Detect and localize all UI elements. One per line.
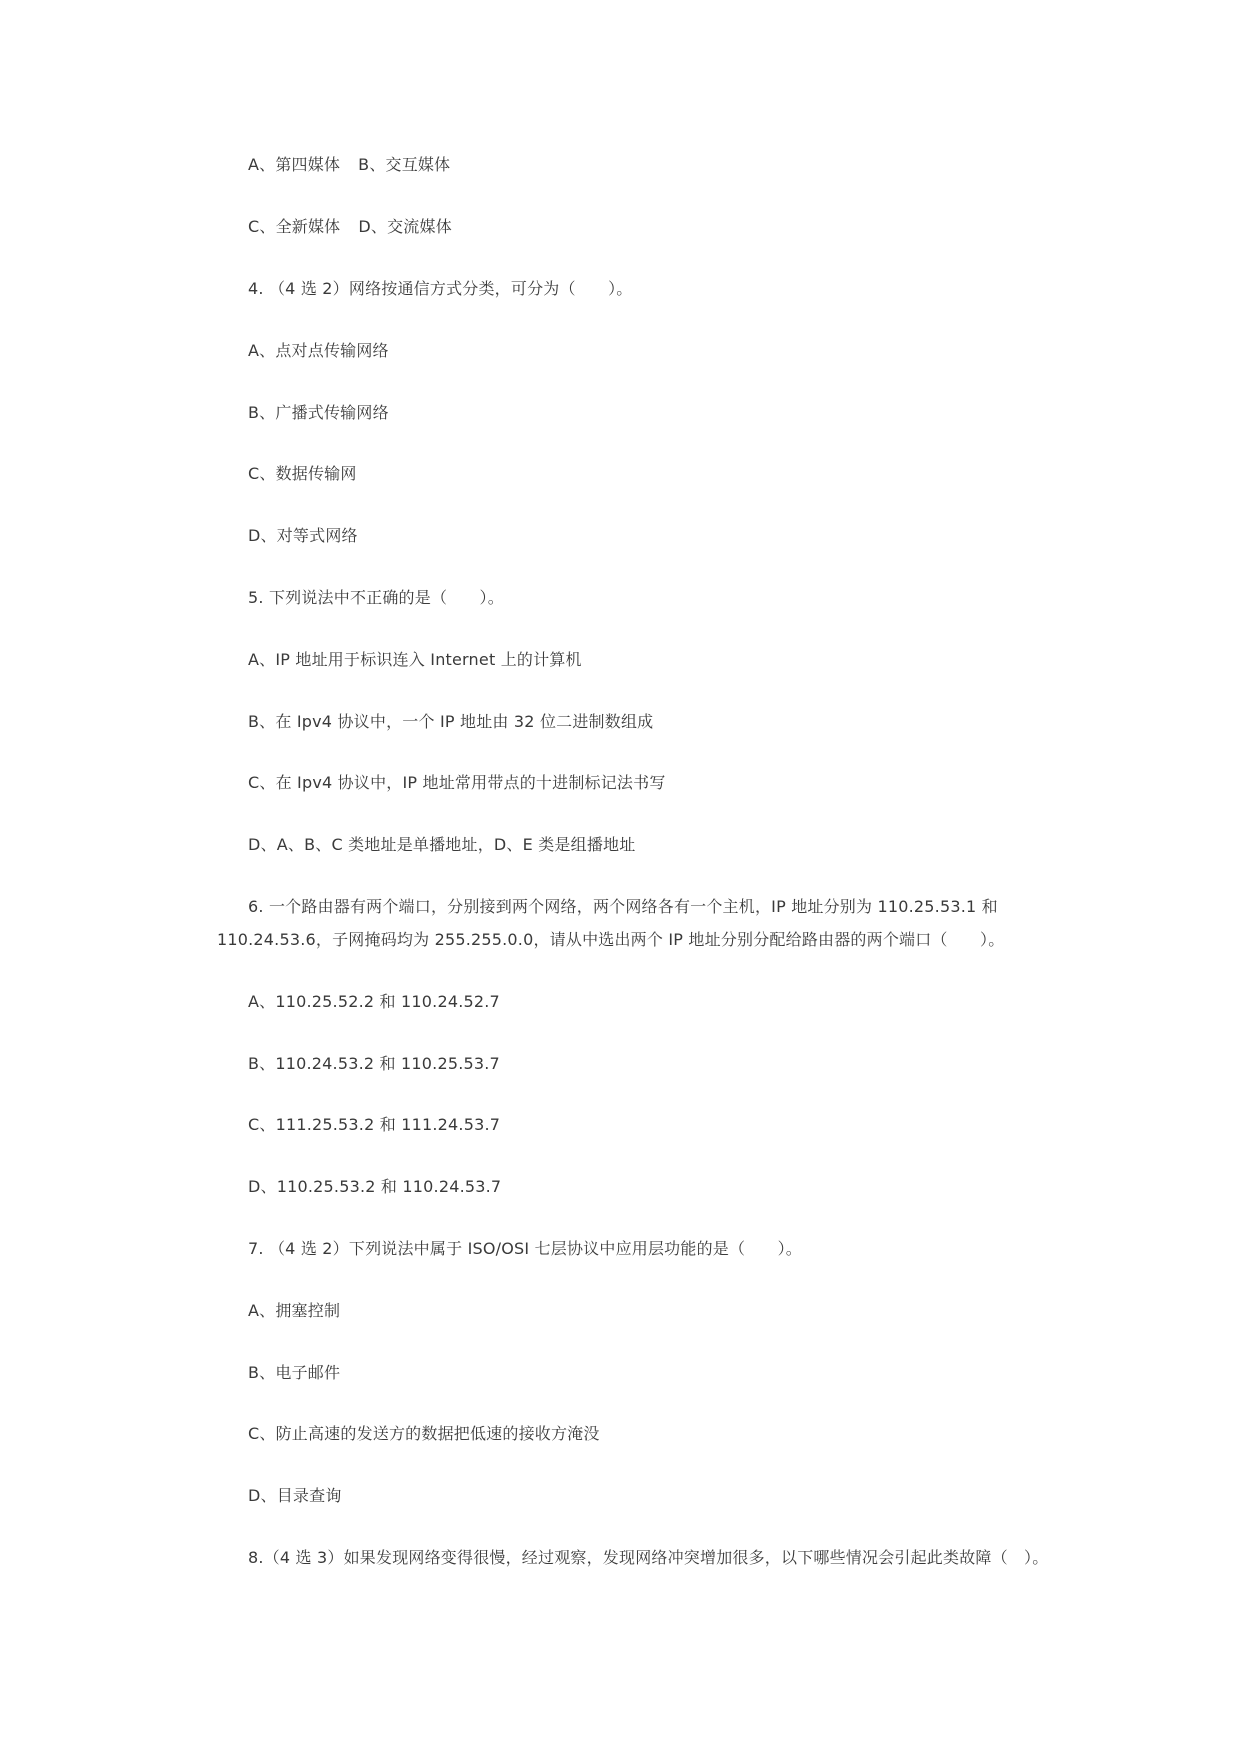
q5-option-d: D、A、B、C 类地址是单播地址，D、E 类是组播地址: [248, 835, 636, 854]
option-d: D、交流媒体: [358, 217, 452, 236]
q5-option-a: A、IP 地址用于标识连入 Internet 上的计算机: [248, 650, 582, 669]
question-7: 7. （4 选 2）下列说法中属于 ISO/OSI 七层协议中应用层功能的是（ ）。: [248, 1239, 802, 1258]
q6-option-a: A、110.25.52.2 和 110.24.52.7: [248, 992, 500, 1011]
question-5: 5. 下列说法中不正确的是（ ）。: [248, 588, 504, 607]
q7-option-c: C、防止高速的发送方的数据把低速的接收方淹没: [248, 1424, 600, 1443]
q5-option-c: C、在 Ipv4 协议中，IP 地址常用带点的十进制标记法书写: [248, 773, 666, 792]
question-4: 4. （4 选 2）网络按通信方式分类，可分为（ ）。: [248, 279, 633, 298]
q5-option-b: B、在 Ipv4 协议中，一个 IP 地址由 32 位二进制数组成: [248, 712, 654, 731]
q7-option-d: D、目录查询: [248, 1486, 342, 1505]
q4-option-a: A、点对点传输网络: [248, 341, 389, 360]
q7-option-a: A、拥塞控制: [248, 1301, 341, 1320]
question-6-line-2: 110.24.53.6，子网掩码均为 255.255.0.0，请从中选出两个 IP 地址分别分配给路由器的两个端口（ ）。: [217, 930, 1005, 949]
question-8: 8.（4 选 3）如果发现网络变得很慢，经过观察，发现网络冲突增加很多，以下哪些情况会引起此类故障（ ）。: [248, 1548, 1049, 1567]
option-b: B、交互媒体: [358, 155, 451, 174]
q6-option-b: B、110.24.53.2 和 110.25.53.7: [248, 1054, 500, 1073]
q4-option-d: D、对等式网络: [248, 526, 358, 545]
option-c: C、全新媒体: [248, 217, 341, 236]
option-a: A、第四媒体: [248, 155, 341, 174]
q6-option-c: C、111.25.53.2 和 111.24.53.7: [248, 1115, 501, 1134]
q4-option-c: C、数据传输网: [248, 464, 357, 483]
options-row-cd: [248, 217, 452, 237]
q7-option-b: B、电子邮件: [248, 1363, 341, 1382]
question-6-line-1: 6. 一个路由器有两个端口，分别接到两个网络，两个网络各有一个主机，IP 地址分别为 110.25.53.1 和: [248, 897, 998, 916]
q6-option-d: D、110.25.53.2 和 110.24.53.7: [248, 1177, 502, 1196]
q4-option-b: B、广播式传输网络: [248, 403, 389, 422]
options-row-ab: [248, 155, 450, 175]
